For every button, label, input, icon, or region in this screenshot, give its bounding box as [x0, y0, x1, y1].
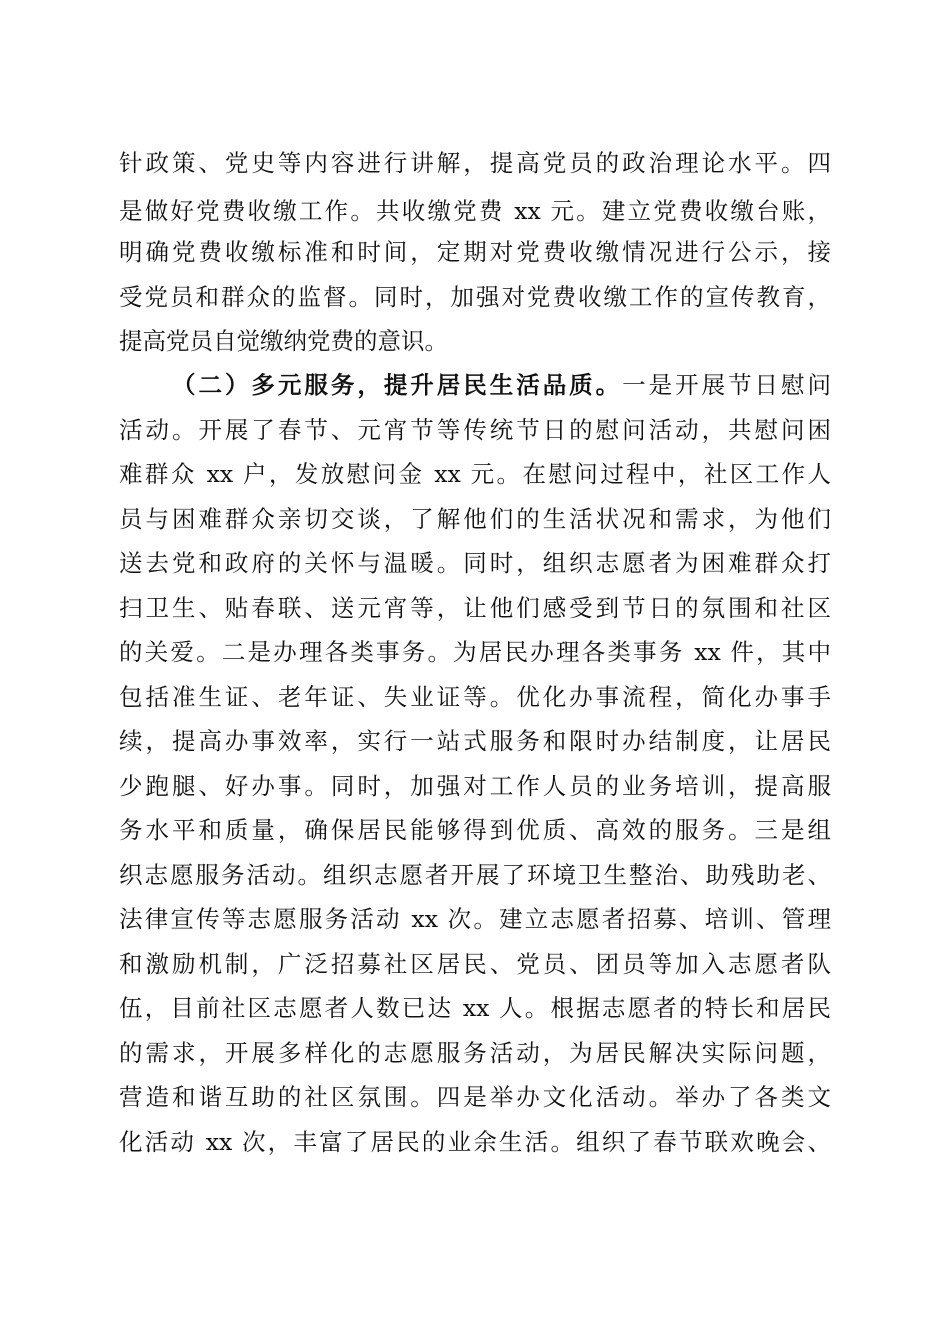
paragraph-line: 是做好党费收缴工作。共收缴党费 xx 元。建立党费收缴台账， [119, 197, 831, 225]
paragraph-line: 包括准生证、老年证、失业证等。优化办事流程，简化办事手 [119, 683, 831, 711]
paragraph-line: 和激励机制，广泛招募社区居民、党员、团员等加入志愿者队 [119, 950, 831, 978]
paragraph-line: 少跑腿、好办事。同时，加强对工作人员的业务培训，提高服 [119, 772, 831, 800]
paragraph-line: 务水平和质量，确保居民能够得到优质、高效的服务。三是组 [119, 816, 831, 844]
section-heading-line [172, 370, 831, 400]
paragraph-line: 提高党员自觉缴纳党费的意识。 [119, 327, 448, 355]
paragraph-line: 受党员和群众的监督。同时，加强对党费收缴工作的宣传教育， [119, 283, 831, 311]
section-heading: （二）多元服务，提升居民生活品质。 [172, 371, 623, 399]
paragraph-line: 化活动 xx 次，丰富了居民的业余生活。组织了春节联欢晚会、 [119, 1128, 831, 1156]
paragraph-line: 针政策、党史等内容进行讲解，提高党员的政治理论水平。四 [119, 149, 831, 177]
paragraph-line: 的需求，开展多样化的志愿服务活动，为居民解决实际问题， [119, 1039, 831, 1067]
paragraph-line: 活动。开展了春节、元宵节等传统节日的慰问活动，共慰问困 [119, 416, 831, 444]
section-heading-rest: 一是开展节日慰问 [622, 371, 832, 399]
paragraph-line: 员与困难群众亲切交谈，了解他们的生活状况和需求，为他们 [119, 505, 831, 533]
paragraph-line: 的关爱。二是办理各类事务。为居民办理各类事务 xx 件，其中 [119, 638, 831, 666]
paragraph-line: 伍，目前社区志愿者人数已达 xx 人。根据志愿者的特长和居民 [119, 994, 831, 1022]
paragraph-line: 织志愿服务活动。组织志愿者开展了环境卫生整治、助残助老、 [119, 861, 831, 889]
paragraph-line: 扫卫生、贴春联、送元宵等，让他们感受到节日的氛围和社区 [119, 594, 831, 622]
paragraph-line: 送去党和政府的关怀与温暖。同时，组织志愿者为困难群众打 [119, 549, 831, 577]
paragraph-line: 法律宣传等志愿服务活动 xx 次。建立志愿者招募、培训、管理 [119, 905, 831, 933]
paragraph-line: 难群众 xx 户，发放慰问金 xx 元。在慰问过程中，社区工作人 [119, 460, 831, 488]
paragraph-line: 明确党费收缴标准和时间，定期对党费收缴情况进行公示，接 [119, 238, 831, 266]
paragraph-line: 续，提高办事效率，实行一站式服务和限时办结制度，让居民 [119, 727, 831, 755]
paragraph-line: 营造和谐互助的社区氛围。四是举办文化活动。举办了各类文 [119, 1083, 831, 1111]
